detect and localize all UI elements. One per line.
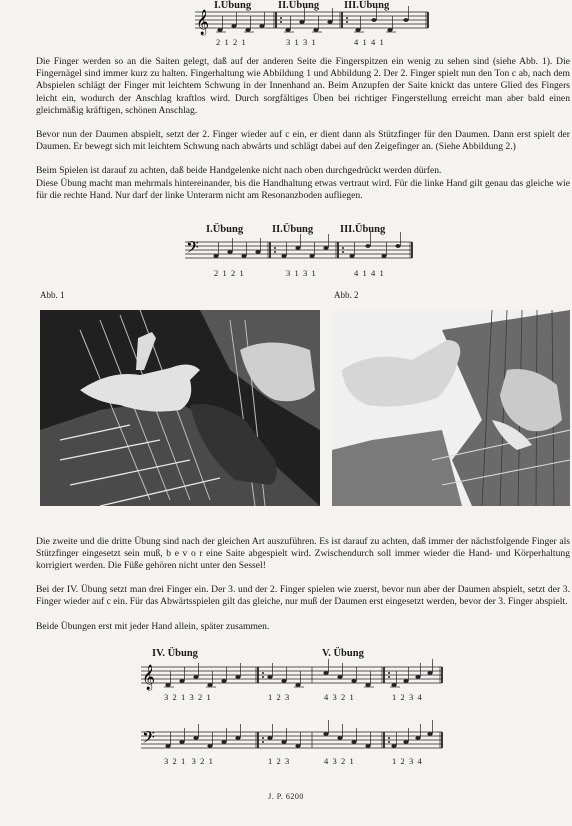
bass-exercise-label-1: I.Übung xyxy=(206,224,244,235)
paragraph-4: Diese Übung macht man mehrmals hintereinander, bis die Handhaltung etwas vertraut wird. Für die linke Hand gilt genau das gleiche wie für die rechte Hand. Nur darf der linke Unterarm nicht am Resonanzboden aufliegen. xyxy=(36,178,570,202)
bass-fingering-3: 4 1 4 1 xyxy=(354,268,384,278)
fingering-1: 2 1 2 1 xyxy=(216,37,246,47)
treble-fingering-5a: 1 2 3 xyxy=(268,692,290,702)
paragraph-6: Bei der IV. Übung setzt man drei Finger ein. Der 3. und der 2. Finger spielen wie zuerst, bevor nun aber der Daumen abspielt, setzt der 3. Finger wieder auf c ein. Für das Abwärtsspielen gilt das gleiche, nur muß der Daumen erst eingesetzt werden, bevor der 3. Finger abspielt. xyxy=(36,584,570,608)
treble-fingering-5b: 4 3 2 1 xyxy=(324,692,354,702)
fingering-3: 4 1 4 1 xyxy=(354,37,384,47)
treble-fingering-4: 3 2 1 3 2 1 xyxy=(164,692,211,702)
bass-fingering-5c: 1 2 3 4 xyxy=(392,756,422,766)
harp-hand-photo-2 xyxy=(332,310,570,506)
paragraph-1: Die Finger werden so an die Saiten gelegt, daß auf der anderen Seite die Fingerspitzen ein wenig zu sehen sind (siehe Abb. 1). Die Fingernägel sind immer kurz zu halten. Fingerhaltung wie Abbildung 1 und Abbildung 2. Der 2. Finger spielt nun den Ton c ab, nach dem Abspielen schlägt der Finger mit leichtem Schwung in der Innenhand an. Beim Anzupfen der Saite knickt das untere Glied des Fingers leicht ein, wodurch der Anschlag kraftlos wird. Durch sorgfältiges Üben bei richtiger Fingerstellung erreicht man aber bald einen gleichmäßig kräftigen, schönen Anschlag. xyxy=(36,56,570,116)
bass-fingering-1: 2 1 2 1 xyxy=(214,268,244,278)
paragraph-3: Beim Spielen ist darauf zu achten, daß beide Handgelenke nicht nach oben durchgedrückt werden dürfen. xyxy=(36,165,442,176)
paragraph-5: Die zweite und die dritte Übung sind nach der gleichen Art auszuführen. Es ist darauf zu achten, daß immer der nächstfolgende Finger als Stützfinger eingesetzt sein muß, b e v o r eine Saite abgespielt wird. Zwischendurch soll immer wieder die Hand- und Körperhaltung korrigiert werden. Die Füße gehören nicht unter den Sessel! xyxy=(36,536,570,572)
exercise-label-4: IV. Übung xyxy=(152,648,198,659)
bass-fingering-5b: 4 3 2 1 xyxy=(324,756,354,766)
harp-hand-photo-1 xyxy=(40,310,320,506)
bass-exercise-label-3: III.Übung xyxy=(340,224,386,235)
exercise-label-5: V. Übung xyxy=(322,648,364,659)
figure-caption-2: Abb. 2 xyxy=(334,290,359,300)
bass-clef-icon-2: 𝄢 xyxy=(142,729,155,751)
bass-fingering-2: 3 1 3 1 xyxy=(286,268,316,278)
paragraph-7: Beide Übungen erst mit jeder Hand allein, später zusammen. xyxy=(36,621,270,632)
bass-fingering-4: 3 2 1 3 2 1 xyxy=(164,756,213,766)
exercise-label-2: II.Übung xyxy=(278,0,320,11)
paragraph-2: Bevor nun der Daumen abspielt, setzt der 2. Finger wieder auf c ein, er dient dann als Stützfinger für den Daumen. Dann erst spielt der Daumen. Er bewegt sich mit leichtem Schwung nach abwärts und schlägt dabei auf den Zeigefinger an. (Siehe Abbildung 2.) xyxy=(36,129,570,153)
exercise-label-1: I.Übung xyxy=(214,0,252,11)
page-footer: J. P. 6200 xyxy=(268,792,304,801)
bass-exercise-label-2: II.Übung xyxy=(272,224,314,235)
fingering-2: 3 1 3 1 xyxy=(286,37,316,47)
bass-fingering-5a: 1 2 3 xyxy=(268,756,290,766)
treble-clef-icon-2: 𝄞 xyxy=(142,664,156,689)
exercise-label-3: III.Übung xyxy=(344,0,390,11)
photo-abb-2 xyxy=(332,310,570,506)
figure-caption-1: Abb. 1 xyxy=(40,290,65,300)
treble-clef-icon: 𝄞 xyxy=(196,9,210,34)
bass-clef-icon: 𝄢 xyxy=(186,239,199,261)
photo-abb-1 xyxy=(40,310,320,506)
treble-fingering-5c: 1 2 3 4 xyxy=(392,692,422,702)
